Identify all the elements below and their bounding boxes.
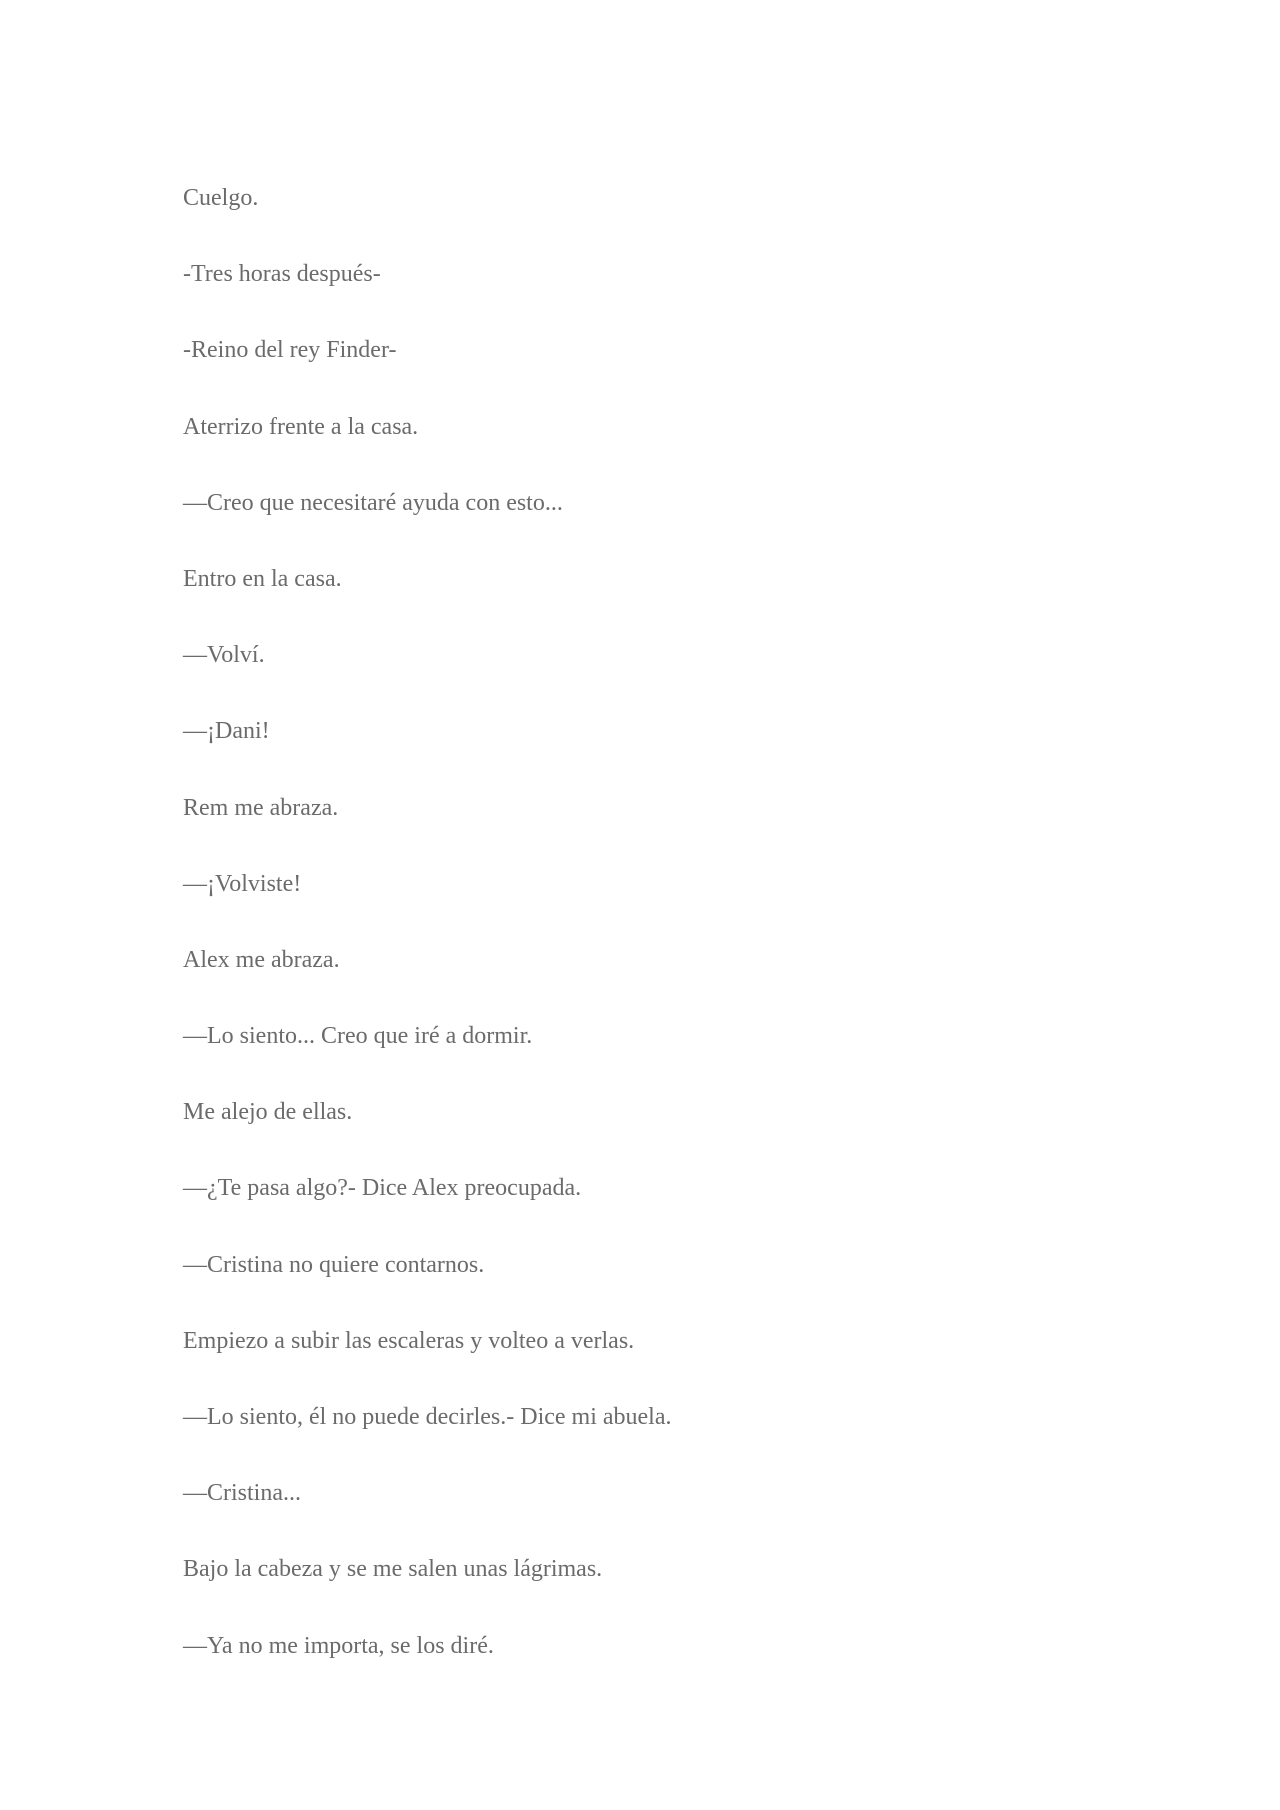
paragraph-7: —Volví. — [183, 642, 265, 669]
paragraph-14: —¿Te pasa algo?- Dice Alex preocupada. — [183, 1175, 582, 1202]
paragraph-5: —Creo que necesitaré ayuda con esto... — [183, 489, 563, 516]
paragraph-9: Rem me abraza. — [183, 794, 339, 821]
paragraph-13: Me alejo de ellas. — [183, 1099, 353, 1126]
paragraph-20: —Ya no me importa, se los diré. — [183, 1632, 494, 1659]
paragraph-2: -Tres horas después- — [183, 261, 381, 288]
paragraph-1: Cuelgo. — [183, 185, 259, 211]
document-body — [183, 178, 1143, 1702]
paragraph-10: —¡Volviste! — [183, 870, 302, 897]
paragraph-3: -Reino del rey Finder- — [183, 337, 397, 364]
paragraph-18: —Cristina... — [183, 1480, 301, 1507]
paragraph-19: Bajo la cabeza y se me salen unas lágrimas. — [183, 1556, 603, 1583]
paragraph-17: —Lo siento, él no puede decirles.- Dice mi abuela. — [183, 1404, 672, 1430]
paragraph-16: Empiezo a subir las escaleras y volteo a verlas. — [183, 1327, 635, 1354]
paragraph-12: —Lo siento... Creo que iré a dormir. — [183, 1023, 533, 1050]
paragraph-15: —Cristina no quiere contarnos. — [183, 1251, 485, 1278]
paragraph-11: Alex me abraza. — [183, 946, 340, 973]
paragraph-6: Entro en la casa. — [183, 565, 342, 592]
paragraph-8: —¡Dani! — [183, 718, 270, 745]
paragraph-4: Aterrizo frente a la casa. — [183, 413, 419, 440]
